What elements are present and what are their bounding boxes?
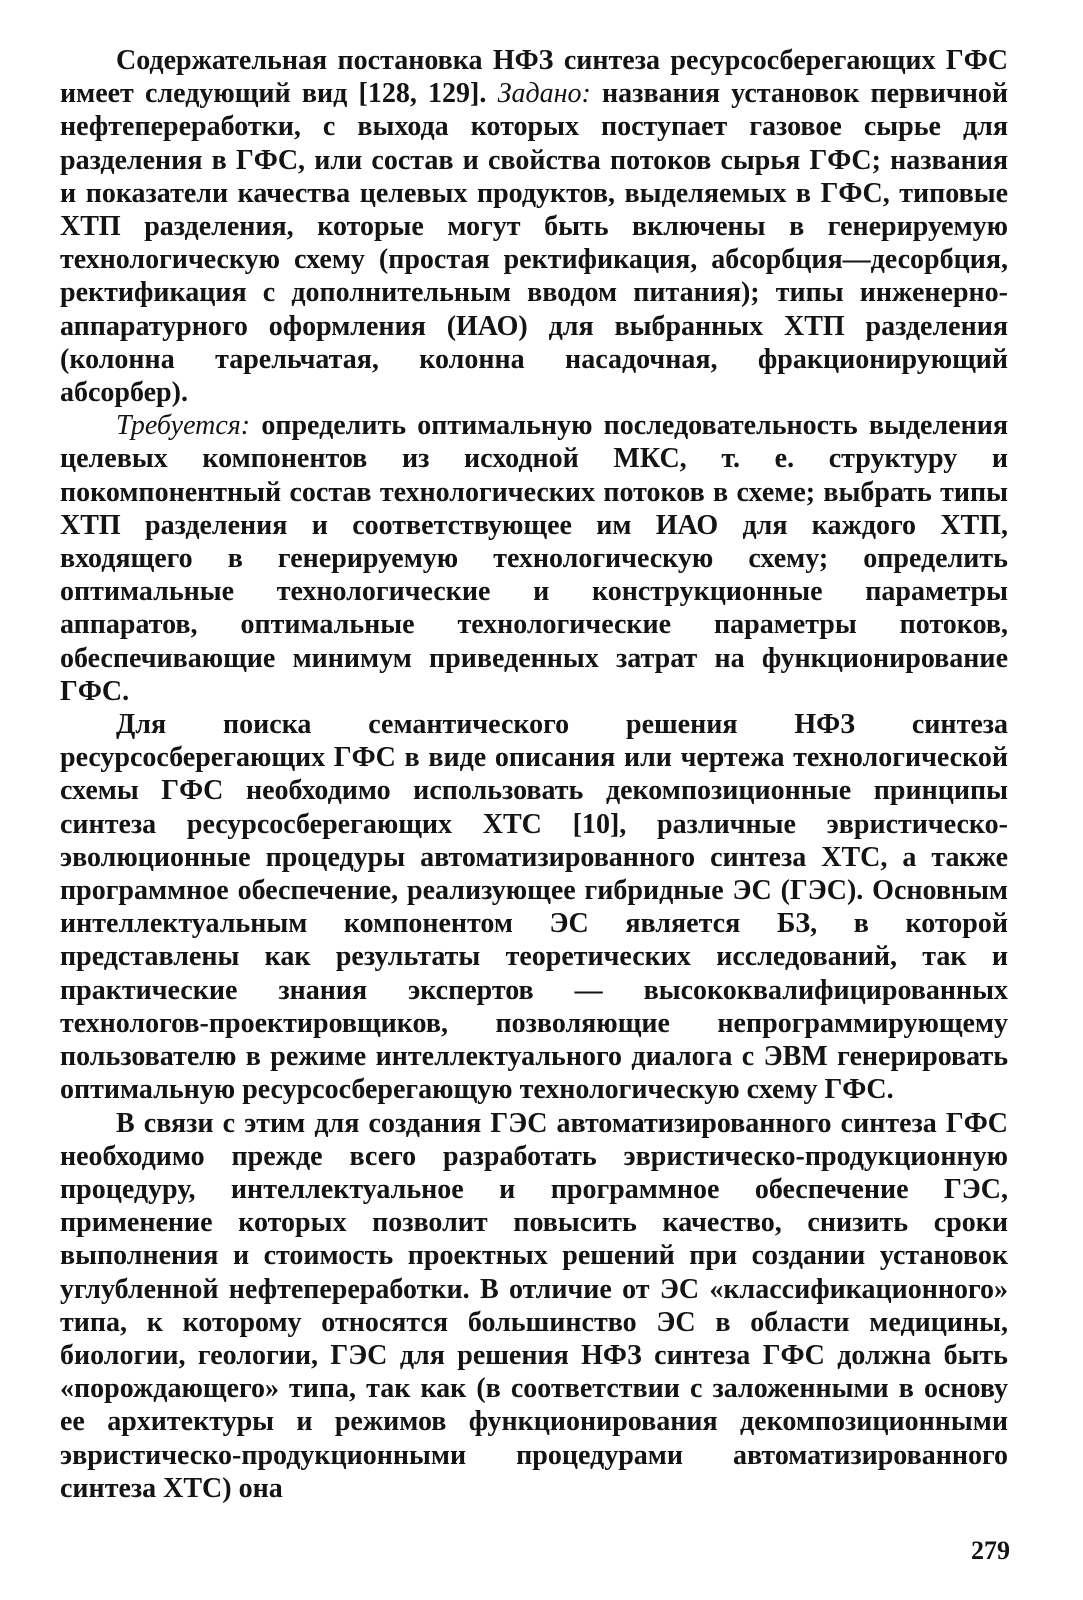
document-page (60, 44, 1008, 1505)
text-segment: определить оптимальную последовательность выделения целевых компонентов из исходной МКС, т. е. структуру и покомпонентный состав технологических потоков в схеме; выбрать типы ХТП разделения и соответствующее им ИАО для каждого ХТП, входящего в генерируемую технологическую схему; определить оптимальные технологические и конструкционные параметры аппаратов, оптимальные технологические параметры потоков, обеспечивающие минимум приведенных затрат на функционирование ГФС. (60, 410, 1008, 707)
italic-term-required: Требуется: (116, 410, 251, 442)
page-number: 279 (971, 1536, 1010, 1565)
paragraph-semantic-solution (60, 708, 1008, 1106)
text-segment: В связи с этим для создания ГЭС автоматизированного синтеза ГФС необходимо прежде всего разработать эвристическо-продукционную процедуру, интеллектуальное и программное обеспечение ГЭС, применение которых позволит повысить качество, снизить сроки выполнения и стоимость проектных решений при создании установок углубленной нефтепереработки. В отличие от ЭС «классификационного» типа, к которому относятся большинство ЭС в области медицины, биологии, геологии, ГЭС для решения НФЗ синтеза ГФС должна быть «порождающего» типа, так как (в соответствии с заложенными в основу ее архитектуры и режимов функционирования декомпозиционными эвристическо-продукционными процедурами автоматизированного синтеза ХТС) она (60, 1107, 1008, 1504)
italic-term-given: Задано: (497, 78, 591, 110)
text-segment: Для поиска семантического решения НФЗ синтеза ресурсосберегающих ГФС в виде описания или чертежа технологической схемы ГФС необходимо использовать декомпозиционные принципы синтеза ресурсосберегающих ХТС [10], различные эвристическо-эволюционные процедуры автоматизированного синтеза ХТС, а также программное обеспечение, реализующее гибридные ЭС (ГЭС). Основным интеллектуальным компонентом ЭС является БЗ, в которой представлены как результаты теоретических исследований, так и практические знания экспертов — высококвалифицированных технологов-проектировщиков, позволяющие непрограммирующему пользователю в режиме интеллектуального диалога с ЭВМ генерировать оптимальную ресурсосберегающую технологическую схему ГФС. (60, 709, 1008, 1106)
paragraph-hybrid-expert-system (60, 1107, 1008, 1505)
paragraph-requirements (60, 409, 1008, 708)
text-segment: Содержательная постановка НФЗ синтеза ресурсосберегающих ГФС имеет следующий вид [128, 129]. (60, 45, 1008, 110)
text-segment: названия установок первичной нефтепереработки, с выхода которых поступает газовое сырье для разделения в ГФС, или состав и свойства потоков сырья ГФС; названия и показатели качества целевых продуктов, выделяемых в ГФС, типовые ХТП разделения, которые могут быть включены в генерируемую технологическую схему (простая ректификация, абсорбция—десорбция, ректификация с дополнительным вводом питания); типы инженерно-аппаратурного оформления (ИАО) для выбранных ХТП разделения (колонна тарельчатая, колонна насадочная, фракционирующий абсорбер). (60, 78, 1008, 409)
paragraph-problem-statement (60, 44, 1008, 409)
